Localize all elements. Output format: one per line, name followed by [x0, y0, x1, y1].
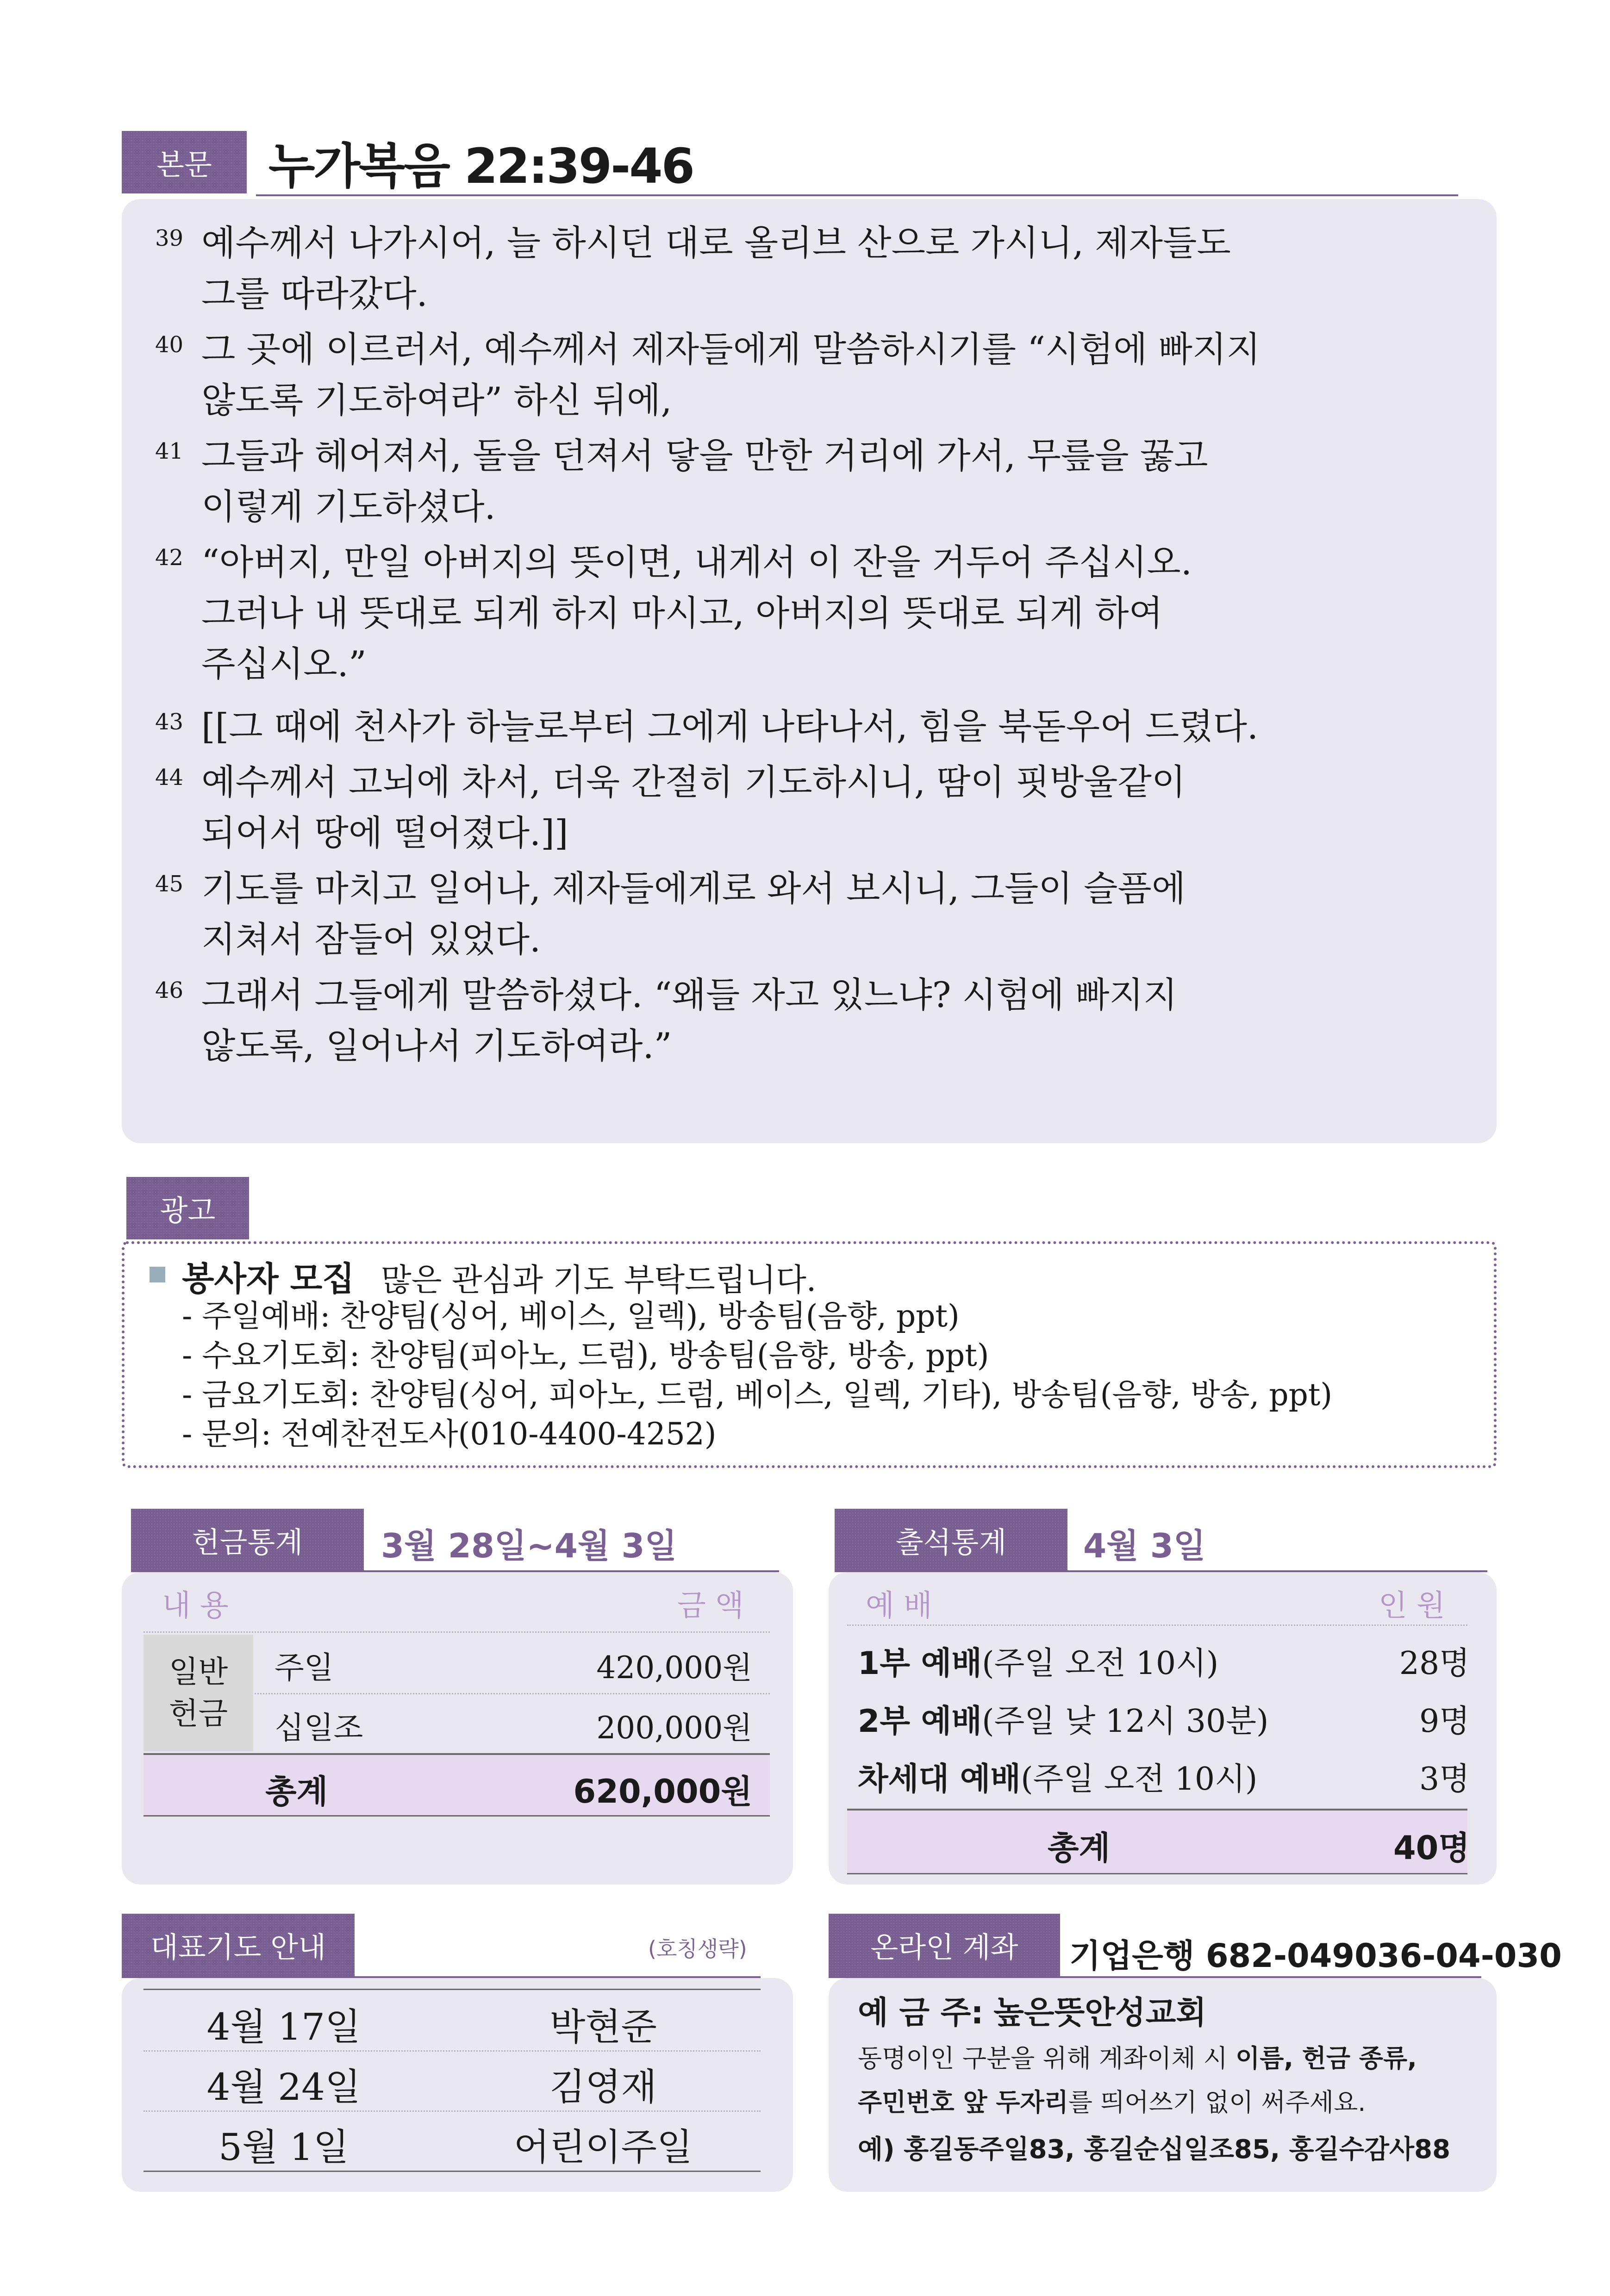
offering-section-tab: 헌금통계 [131, 1509, 364, 1571]
square-bullet-icon [150, 1267, 165, 1282]
prayer-date: 4월 17일 [206, 2005, 361, 2048]
verse [155, 970, 1359, 1071]
attendance-date: 4월 3일 [1083, 1526, 1206, 1565]
offering-total-label: 총계 [265, 1773, 328, 1811]
verse-text-line: [[그 때에 천사가 하늘로부터 그에게 나타나서, 힘을 북돋우어 드렸다. [201, 706, 1259, 747]
ad-line: - 주일예배: 찬양팀(싱어, 베이스, 일렉), 방송팀(음향, ppt) [182, 1298, 960, 1334]
verse-number: 40 [155, 332, 184, 358]
general-offering-label-line: 일반 [168, 1654, 228, 1690]
offering-total-amount: 620,000원 [573, 1773, 752, 1811]
prayer-date: 4월 24일 [206, 2066, 361, 2109]
verse-text-line: 그 곳에 이르러서, 예수께서 제자들에게 말씀하시기를 “시험에 빠지지 [201, 329, 1261, 370]
verse-text-line: 지쳐서 잠들어 있었다. [201, 919, 541, 960]
service-time: (주일 낮 12시 30분) [982, 1703, 1269, 1740]
table-divider [144, 1989, 761, 1990]
account-notice-line [858, 2039, 1417, 2074]
table-divider [144, 2050, 761, 2052]
verse-text-line: 되어서 땅에 떨어졌다.]] [201, 812, 568, 853]
prayer-leader: 김영재 [549, 2066, 657, 2109]
verse-text-line: “아버지, 만일 아버지의 뜻이면, 내게서 이 잔을 거두어 주십시오. [201, 541, 1192, 583]
verse-text-line: 예수께서 나가시어, 늘 하시던 대로 올리브 산으로 가시니, 제자들도 [201, 222, 1231, 263]
prayer-leader: 박현준 [549, 2005, 657, 2048]
service-time: (주일 오전 10시) [1021, 1761, 1258, 1798]
account-section-tab: 온라인 계좌 [829, 1914, 1060, 1976]
table-divider [847, 1873, 1467, 1874]
verse-number: 42 [155, 545, 184, 571]
table-divider [144, 1631, 770, 1633]
offering-header-content: 내용 [162, 1589, 238, 1623]
account-holder-name: 높은뜻안성교회 [993, 1995, 1207, 2031]
attendance-total-label: 총계 [1048, 1829, 1111, 1867]
scripture-reference: 누가복음 22:39-46 [268, 138, 693, 194]
verse-text-line: 그래서 그들에게 말씀하셨다. “왜들 자고 있느냐? 시험에 빠지지 [201, 974, 1178, 1015]
verse-text-line: 이렇게 기도하셨다. [201, 486, 496, 527]
verse [155, 757, 1359, 859]
verse-number: 44 [155, 765, 184, 790]
attendance-row-count: 9명 [1419, 1703, 1470, 1740]
account-holder-label: 예 금 주: [858, 1995, 984, 2031]
general-offering-label-line: 헌금 [168, 1696, 228, 1731]
verse-text-line: 않도록 기도하여라” 하신 뒤에, [201, 380, 672, 421]
verse-number: 43 [155, 709, 184, 735]
offering-header-amount: 금액 [677, 1589, 753, 1623]
verse [155, 430, 1359, 532]
verse-text-line: 주십시오.” [201, 643, 367, 684]
verse-text-line: 않도록, 일어나서 기도하여라.” [201, 1025, 672, 1066]
offering-row-name: 십일조 [275, 1710, 363, 1746]
table-divider [144, 1815, 770, 1817]
ad-heading: 봉사자 모집 [182, 1259, 355, 1298]
table-divider [144, 2171, 761, 2172]
service-name: 차세대 예배 [858, 1761, 1021, 1798]
attendance-total-count: 40명 [1393, 1829, 1470, 1867]
account-notice-emphasis: 주민번호 앞 두자리 [858, 2088, 1068, 2117]
service-name: 2부 예배 [858, 1703, 982, 1740]
prayer-leader: 어린이주일 [513, 2126, 693, 2169]
attendance-section-tab: 출석통계 [835, 1509, 1067, 1571]
offering-period: 3월 28일~4월 3일 [381, 1526, 677, 1565]
account-notice-text: 를 띄어쓰기 없이 써주세요. [1068, 2088, 1366, 2117]
prayer-note: (호칭생략) [648, 1936, 747, 1961]
account-holder [858, 1988, 1206, 2033]
attendance-header-service: 예배 [866, 1589, 942, 1623]
prayer-date: 5월 1일 [218, 2126, 349, 2169]
service-name: 1부 예배 [858, 1645, 982, 1682]
ad-line: - 금요기도회: 찬양팀(싱어, 피아노, 드럼, 베이스, 일렉, 기타), 방송팀(음향, 방송, ppt) [182, 1377, 1333, 1412]
verse-text-line: 기도를 마치고 일어나, 제자들에게로 와서 보시니, 그들이 슬픔에 [201, 868, 1186, 909]
ad-section-tab: 광고 [126, 1177, 249, 1239]
verse-text-line: 그러나 내 뜻대로 되게 하지 마시고, 아버지의 뜻대로 되게 하여 [201, 592, 1163, 634]
scripture-divider [256, 194, 1458, 196]
table-divider [255, 1693, 770, 1694]
verse-number: 39 [155, 225, 184, 251]
prayer-section-tab: 대표기도 안내 [122, 1914, 355, 1976]
verse [155, 701, 1359, 752]
account-number: 기업은행 682-049036-04-030 [1069, 1937, 1562, 1975]
attendance-row-count: 3명 [1419, 1761, 1470, 1798]
table-divider [144, 2110, 761, 2112]
verse-number: 45 [155, 871, 184, 897]
verse [155, 537, 1359, 690]
ad-line: - 수요기도회: 찬양팀(피아노, 드럼), 방송팀(음향, 방송, ppt) [182, 1338, 989, 1373]
account-example: 예) 홍길동주일83, 홍길순십일조85, 홍길수감사88 [858, 2134, 1451, 2165]
ad-description: 많은 관심과 기도 부탁드립니다. [381, 1262, 817, 1299]
offering-row-name: 주일 [275, 1650, 334, 1686]
attendance-row-name [858, 1638, 1218, 1683]
account-notice-emphasis: 이름, 헌금 종류, [1236, 2044, 1417, 2073]
scripture-section-tab: 본문 [122, 131, 247, 193]
attendance-row-name [858, 1754, 1257, 1799]
verse-text-line: 그들과 헤어져서, 돌을 던져서 닿을 만한 거리에 가서, 무릎을 꿇고 [201, 435, 1208, 476]
service-time: (주일 오전 10시) [982, 1645, 1219, 1682]
attendance-header-count: 인원 [1379, 1589, 1454, 1623]
ad-line: - 문의: 전예찬전도사(010-4400-4252) [182, 1416, 717, 1452]
verse-text-line: 예수께서 고뇌에 차서, 더욱 간절히 기도하시니, 땀이 핏방울같이 [201, 761, 1186, 803]
attendance-row-name [858, 1696, 1268, 1741]
offering-row-amount: 200,000원 [596, 1710, 752, 1746]
attendance-row-count: 28명 [1399, 1645, 1470, 1682]
verse-text-line: 그를 따라갔다. [201, 273, 428, 314]
account-notice-text: 동명이인 구분을 위해 계좌이체 시 [858, 2044, 1236, 2073]
account-notice-line [858, 2083, 1366, 2118]
verse-number: 46 [155, 977, 184, 1003]
general-offering-label [144, 1635, 253, 1751]
attendance-total-row [847, 1811, 1467, 1873]
verse [155, 324, 1359, 426]
verse [155, 863, 1359, 965]
verse-number: 41 [155, 438, 184, 464]
table-divider [847, 1624, 1467, 1626]
verse [155, 218, 1359, 319]
offering-row-amount: 420,000원 [596, 1650, 752, 1686]
